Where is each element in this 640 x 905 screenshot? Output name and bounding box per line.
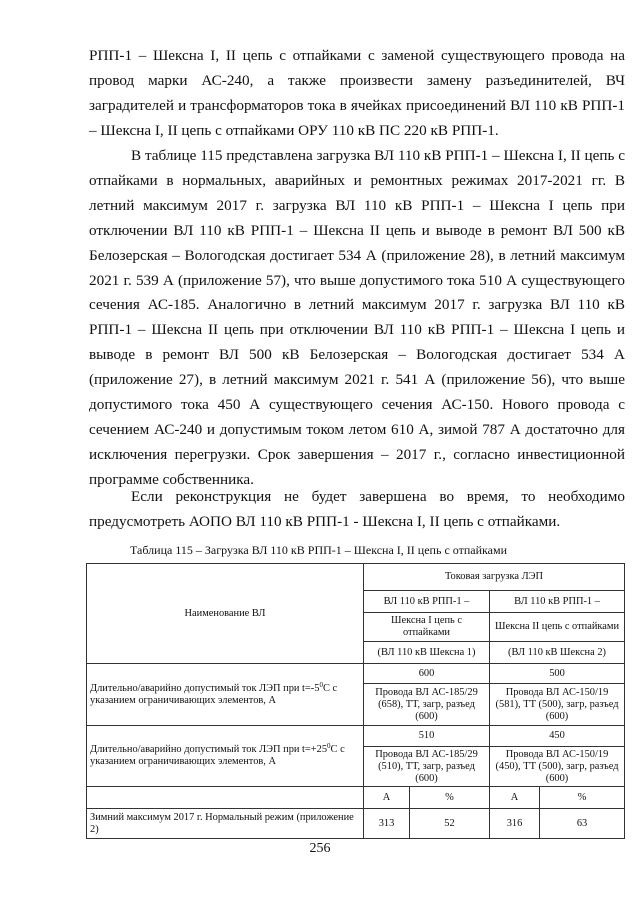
unit-line1-amp: А	[364, 787, 410, 809]
row-line1-amp: 313	[364, 809, 410, 839]
load-table	[86, 563, 625, 839]
row-line1-percent: 52	[410, 809, 490, 839]
header-current-load: Токовая загрузка ЛЭП	[364, 564, 625, 591]
table-row	[87, 664, 625, 684]
header-line2-alias: (ВЛ 110 кВ Шексна 2)	[490, 642, 625, 664]
unit-line2-percent: %	[540, 787, 625, 809]
paragraph-intro: РПП-1 – Шексна I, II цепь с отпайками с заменой существующего провода на провод марки АС-240, а также произвести замену разъединителей, ВЧ заградителей и трансформаторов тока в ячейках присоединений ВЛ 110 кВ РПП-1 – Шексна I, II цепь с отпайками ОРУ 110 кВ ПС 220 кВ РПП-1.	[89, 47, 625, 139]
winter-limit-line1-limits: Провода ВЛ АС-185/29 (658), ТТ, загр, разъед (600)	[364, 684, 490, 726]
header-line2-sub: Шексна II цепь с отпайками	[490, 613, 625, 642]
winter-limit-label: Длительно/аварийно допустимый ток ЛЭП при $t=-5^0С$ с указанием ограничивающих элементов, А	[87, 664, 364, 726]
row-line2-percent: 63	[540, 809, 625, 839]
winter-limit-line2-value: 500	[490, 664, 625, 684]
page-number: 256	[309, 841, 331, 856]
header-name-column: Наименование ВЛ	[87, 564, 364, 664]
summer-limit-line1-value: 510	[364, 726, 490, 747]
winter-limit-line1-value: 600	[364, 664, 490, 684]
table-units-row	[87, 787, 625, 809]
header-line1-sub: Шексна I цепь с отпайками	[364, 613, 490, 642]
header-line1-title: ВЛ 110 кВ РПП-1 –	[364, 591, 490, 613]
paragraph-load-analysis: В таблице 115 представлена загрузка ВЛ 110 кВ РПП-1 – Шексна I, II цепь с отпайками в нормальных, аварийных и ремонтных режимах 2017-2021 гг. В летний максимум 2017 г. загрузка ВЛ 110 кВ РПП-1 – Шексна I цепь при отключении ВЛ 110 кВ РПП-1 – Шексна II цепь и выводе в ремонт ВЛ 500 кВ Белозерская – Вологодская достигает 534 А (приложение 28), в летний максимум 2021 г. 539 А (приложение 57), что выше допустимого тока 510 А существующего сечения АС-185. Аналогично в летний максимум 2017 г. загрузка ВЛ 110 кВ РПП-1 – Шексна II цепь при отключении ВЛ 110 кВ РПП-1 – Шексна I цепь и выводе в ремонт ВЛ 500 кВ Белозерская – Вологодская достигает 534 А (приложение 27), в летний максимум 2021 г. 541 А (приложение 56), что выше допустимого тока 450 А существующего сечения АС-150. Нового провода с сечением АС-240 и допустимым током летом 610 А, зимой 787 А достаточно для исключения перегрузки. Срок завершения – 2017 г., согласно инвестиционной программе собственника.	[89, 147, 625, 488]
header-line1-alias: (ВЛ 110 кВ Шексна 1)	[364, 642, 490, 664]
winter-limit-line2-limits: Провода ВЛ АС-150/19 (581), ТТ (500), загр, разъед (600)	[490, 684, 625, 726]
unit-line1-percent: %	[410, 787, 490, 809]
table-row	[87, 809, 625, 839]
table-caption: Таблица 115 – Загрузка ВЛ 110 кВ РПП-1 – Шексна I, II цепь с отпайками	[130, 543, 508, 557]
header-line2-title: ВЛ 110 кВ РПП-1 –	[490, 591, 625, 613]
unit-line2-amp: А	[490, 787, 540, 809]
summer-limit-line1-limits: Провода ВЛ АС-185/29 (510), ТТ, загр, разъед (600)	[364, 747, 490, 787]
summer-limit-line2-limits: Провода ВЛ АС-150/19 (450), ТТ (500), загр, разъед (600)	[490, 747, 625, 787]
table-row	[87, 726, 625, 747]
row-line2-amp: 316	[490, 809, 540, 839]
row-label: Зимний максимум 2017 г. Нормальный режим (приложение 2)	[87, 809, 364, 839]
table-header-row	[87, 564, 625, 591]
summer-limit-line2-value: 450	[490, 726, 625, 747]
paragraph-conclusion: Если реконструкция не будет завершена во время, то необходимо предусмотреть АОПО ВЛ 110 кВ РПП-1 - Шексна I, II цепь с отпайками.	[89, 488, 625, 530]
summer-limit-label: Длительно/аварийно допустимый ток ЛЭП при $t=+25^0С$ с указанием ограничивающих элементов, А	[87, 726, 364, 787]
